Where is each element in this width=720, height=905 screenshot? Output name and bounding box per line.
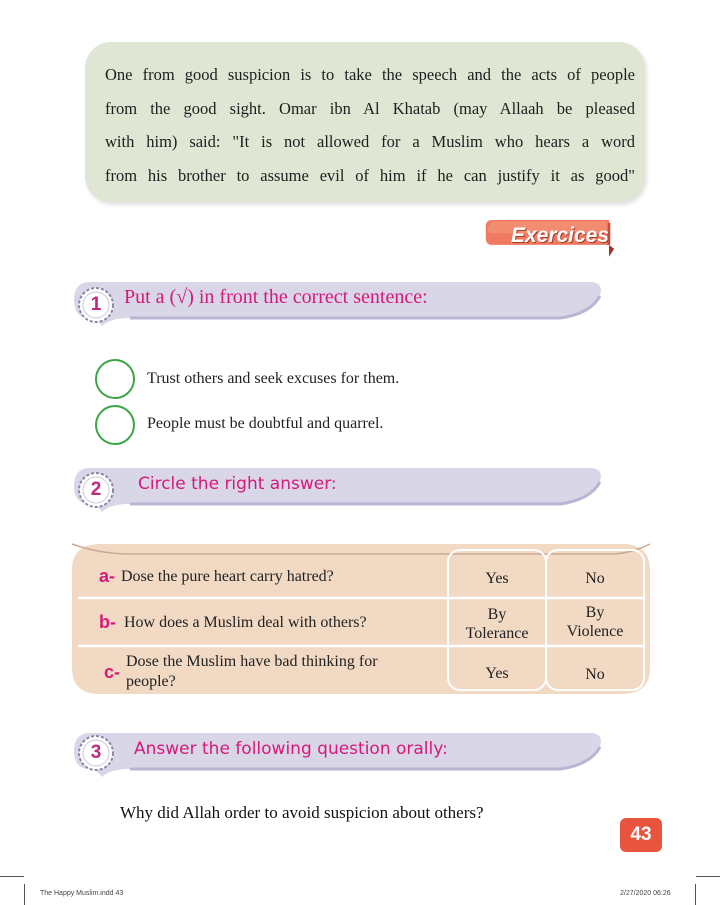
section-3-title: Answer the following question orally: xyxy=(134,739,448,759)
row-c-option-yes[interactable]: Yes xyxy=(485,665,509,682)
statement-2: People must be doubtful and quarrel. xyxy=(147,415,384,432)
row-b-question: How does a Muslim deal with others? xyxy=(124,614,367,631)
checkbox-circle-1[interactable] xyxy=(95,359,135,399)
checkbox-circle-2[interactable] xyxy=(95,405,135,445)
row-a-letter: a- xyxy=(99,566,116,586)
oral-question: Why did Allah order to avoid suspicion about others? xyxy=(120,803,484,822)
crop-mark xyxy=(696,876,720,877)
row-c-option-no[interactable]: No xyxy=(585,666,605,683)
row-b-option-violence-line2: Violence xyxy=(566,623,624,640)
page-number: 43 xyxy=(620,818,662,852)
row-b-letter: b- xyxy=(99,612,116,632)
row-a-option-yes[interactable]: Yes xyxy=(485,570,509,587)
row-a-question: Dose the pure heart carry hatred? xyxy=(121,568,334,585)
section-2-title: Circle the right answer: xyxy=(138,474,337,494)
row-b-option-tolerance-line1: By xyxy=(487,606,507,623)
row-b-option-violence[interactable] xyxy=(546,603,644,641)
row-c-question-line1: Dose the Muslim have bad thinking for xyxy=(126,653,378,670)
row-a-option-no[interactable]: No xyxy=(585,570,605,587)
row-b-option-tolerance-line2: Tolerance xyxy=(465,625,529,642)
crop-mark xyxy=(695,884,696,905)
section-3-number: 3 xyxy=(90,742,102,763)
quote-line: from the good sight. Omar ibn Al Khatab (may Allaah be pleased xyxy=(105,98,635,118)
footer-file-name: The Happy Muslim.indd 43 xyxy=(40,890,124,897)
quote-line: from his brother to assume evil of him if he can justify it as good" xyxy=(105,165,635,185)
crop-mark xyxy=(24,884,25,905)
crop-mark xyxy=(0,876,24,877)
row-b-option-violence-line1: By xyxy=(585,604,605,621)
row-c-question xyxy=(126,652,378,692)
exercises-label: Exercices xyxy=(510,224,610,247)
row-b-option-tolerance[interactable] xyxy=(448,605,546,643)
section-1-title: Put a (√) in front the correct sentence: xyxy=(124,286,428,308)
statement-1: Trust others and seek excuses for them. xyxy=(147,370,400,387)
quote-line: with him) said: "It is not allowed for a Muslim who hears a word xyxy=(105,132,635,151)
quote-text xyxy=(105,58,635,192)
row-c-letter: c- xyxy=(104,662,121,682)
quote-line: One from good suspicion is to take the speech and the acts of people xyxy=(105,65,635,84)
section-2-number: 2 xyxy=(90,479,102,500)
row-c-question-line2: people? xyxy=(126,673,176,690)
section-1-number: 1 xyxy=(90,294,102,315)
footer-timestamp: 2/27/2020 06:26 xyxy=(620,890,671,897)
